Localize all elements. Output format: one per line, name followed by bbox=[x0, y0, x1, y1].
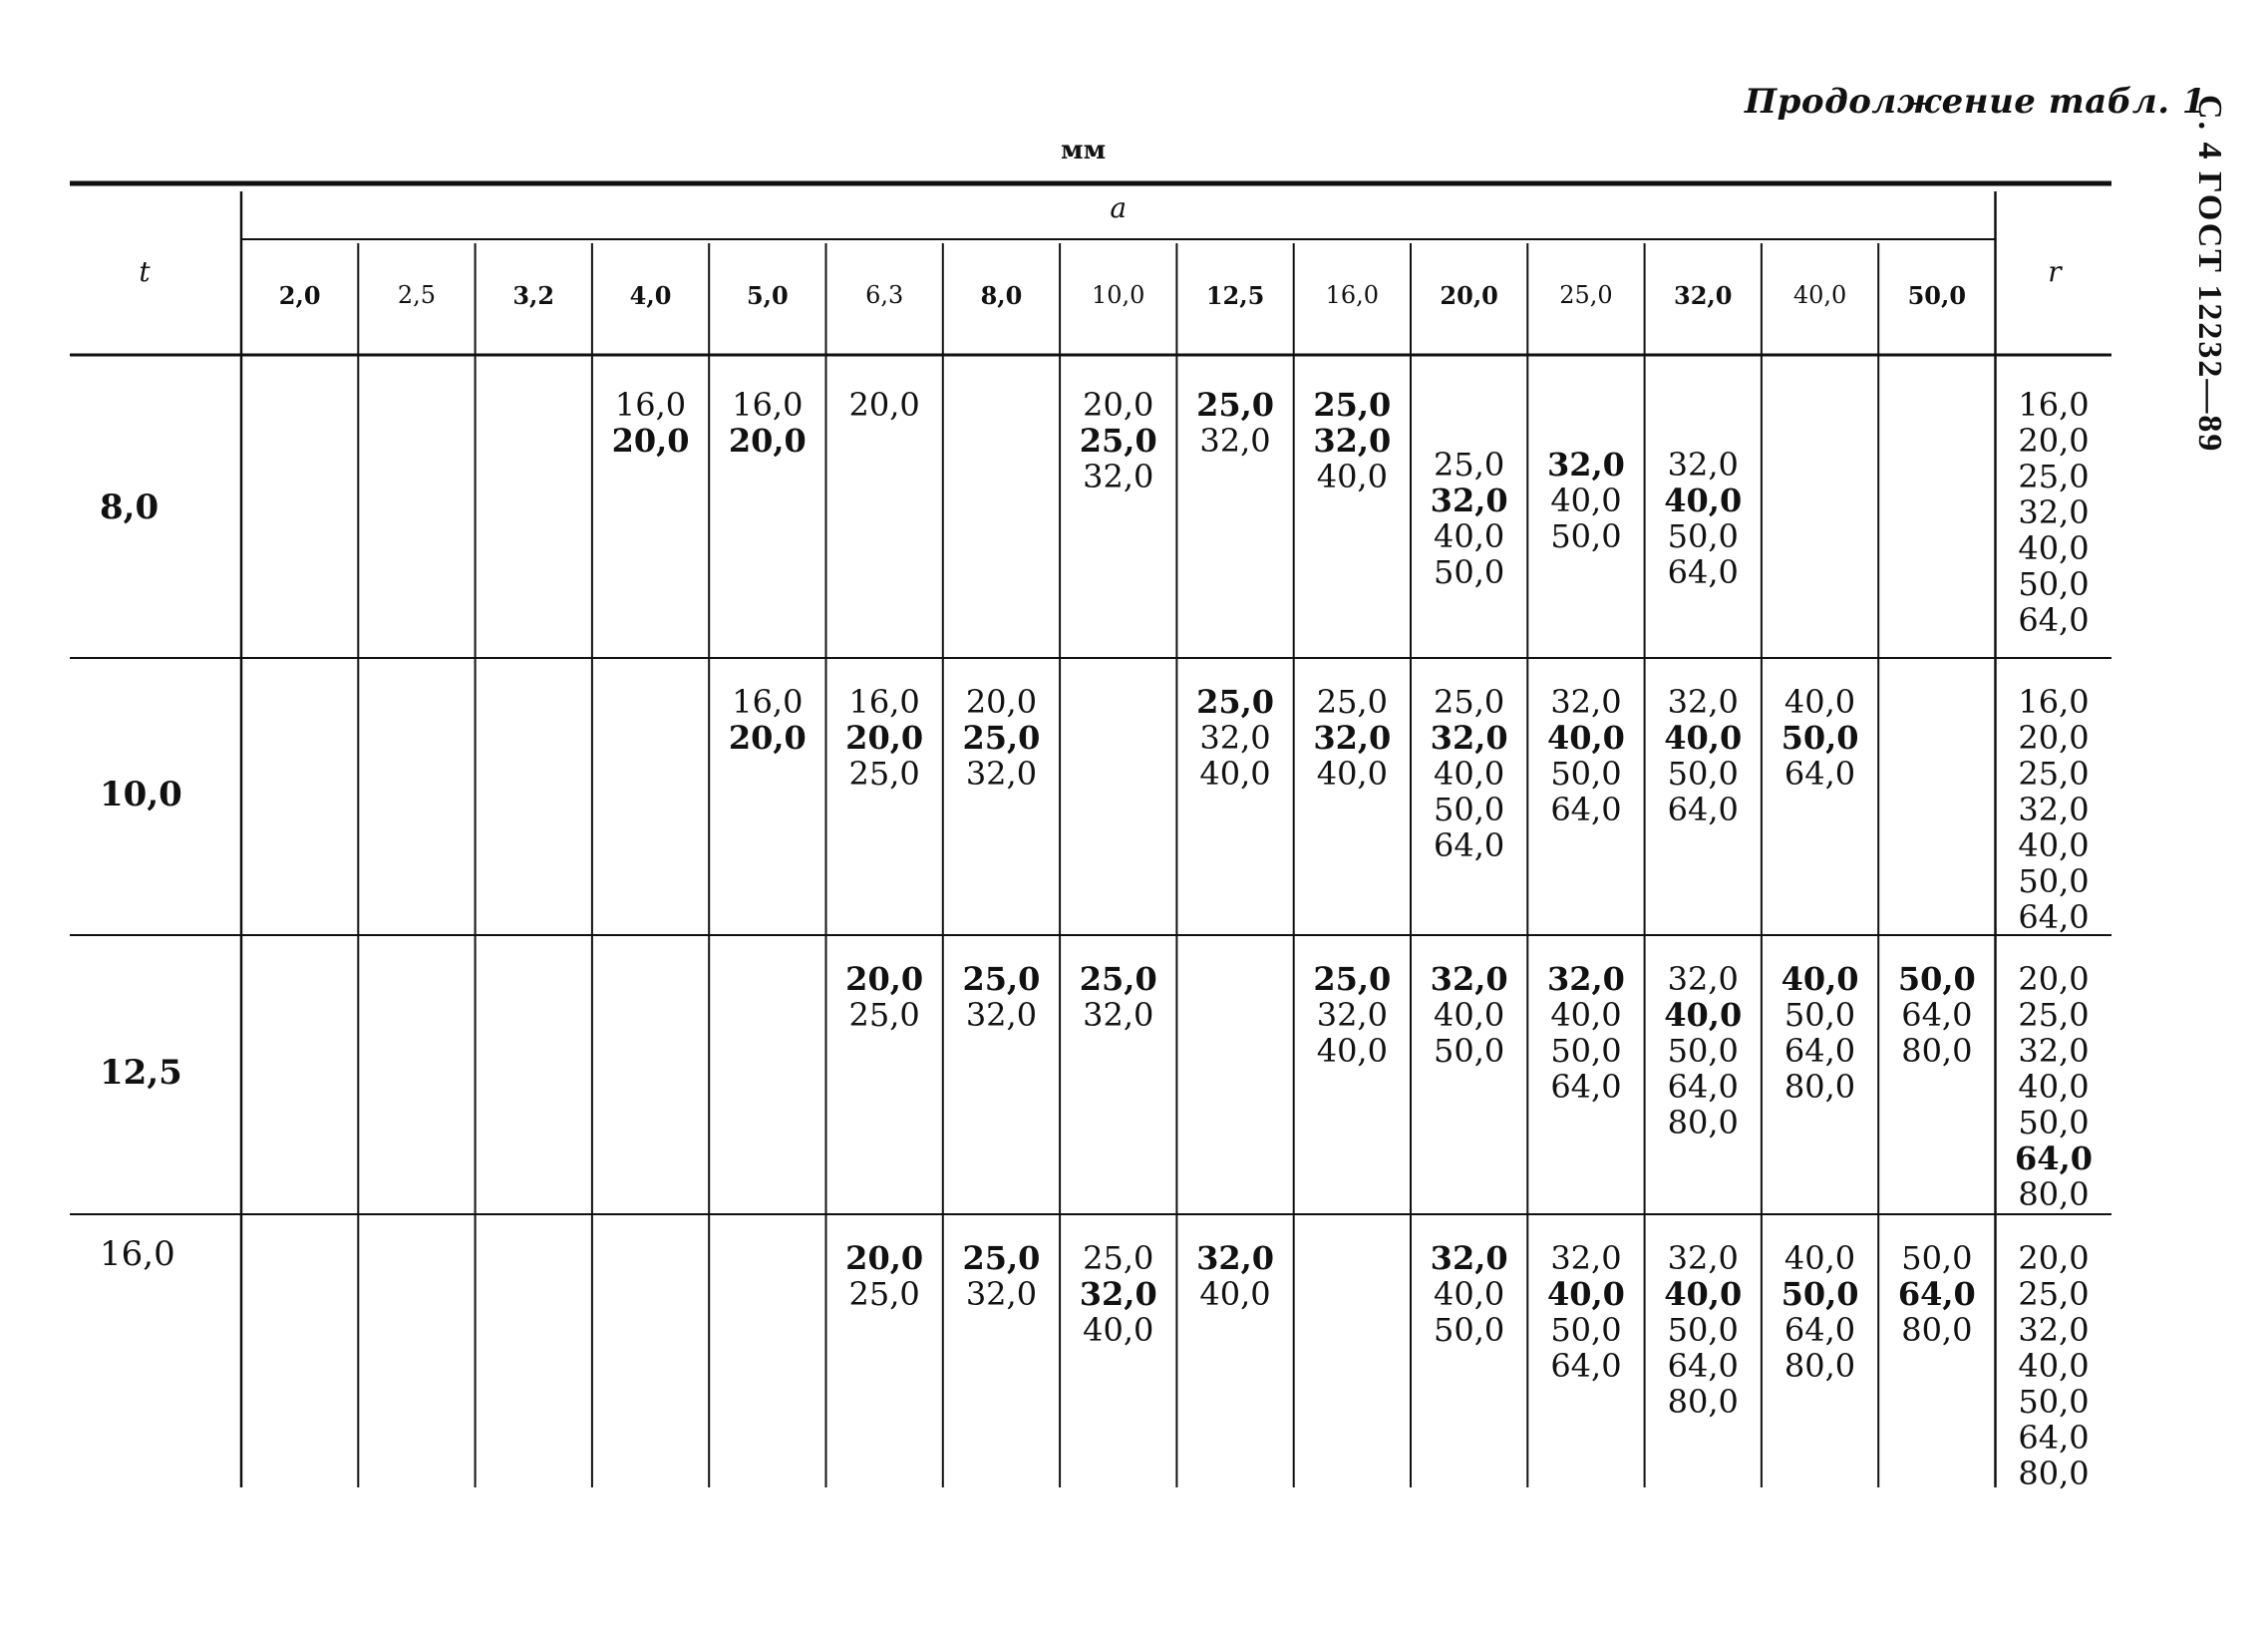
cell-value: 32,0 bbox=[1430, 482, 1508, 519]
column-header: 32,0 bbox=[1674, 281, 1733, 310]
cell-value: 20,0 bbox=[728, 719, 807, 757]
cell-value: 20,0 bbox=[728, 422, 807, 460]
cell-value: 32,0 bbox=[1083, 996, 1154, 1034]
table-cell bbox=[1645, 684, 1762, 827]
table-cell bbox=[1411, 684, 1527, 863]
cell-value: 80,0 bbox=[1783, 1068, 1856, 1106]
column-header: 10,0 bbox=[1092, 281, 1145, 309]
cell-value: 50,0 bbox=[1781, 719, 1859, 757]
row-t-value: 10,0 bbox=[100, 775, 182, 814]
r-value: 25,0 bbox=[2018, 996, 2090, 1034]
column-header: 3,2 bbox=[512, 281, 555, 310]
table-cell bbox=[1645, 961, 1762, 1140]
column-header: 5,0 bbox=[746, 281, 789, 310]
r-value: 50,0 bbox=[2018, 1104, 2090, 1141]
cell-value: 32,0 bbox=[1546, 446, 1625, 484]
column-header: 40,0 bbox=[1792, 281, 1847, 309]
r-value: 16,0 bbox=[2018, 386, 2090, 424]
cell-value: 32,0 bbox=[965, 996, 1038, 1034]
table-continuation-caption: Продолжение табл. 1 bbox=[1745, 82, 2207, 122]
r-value: 25,0 bbox=[2018, 755, 2090, 793]
cell-value: 40,0 bbox=[1083, 1311, 1154, 1349]
cell-value: 64,0 bbox=[1783, 755, 1856, 793]
row-t-value: 8,0 bbox=[100, 488, 160, 527]
cell-value: 50,0 bbox=[1550, 1311, 1622, 1349]
cell-value: 16,0 bbox=[848, 683, 920, 721]
column-group-label: a bbox=[1110, 191, 1128, 224]
cell-value: 64,0 bbox=[1550, 1068, 1622, 1106]
r-value: 40,0 bbox=[2018, 1347, 2090, 1385]
cell-value: 32,0 bbox=[1667, 960, 1739, 998]
cell-value: 50,0 bbox=[1667, 517, 1739, 555]
r-value: 64,0 bbox=[2018, 1419, 2090, 1457]
r-value: 64,0 bbox=[2018, 898, 2090, 936]
table-cell bbox=[1527, 447, 1644, 554]
cell-value: 50,0 bbox=[1434, 553, 1505, 591]
cell-value: 40,0 bbox=[1434, 517, 1505, 555]
cell-value: 80,0 bbox=[1901, 1032, 1973, 1070]
cell-value: 32,0 bbox=[1430, 719, 1508, 757]
cell-value: 32,0 bbox=[1550, 1239, 1622, 1277]
table-cell bbox=[943, 961, 1060, 1033]
cell-value: 16,0 bbox=[732, 386, 804, 424]
r-value: 64,0 bbox=[2018, 601, 2090, 639]
table-cell bbox=[1527, 1240, 1644, 1384]
table-cell bbox=[1878, 1240, 1995, 1348]
table-cell bbox=[1411, 1240, 1527, 1348]
table-cell bbox=[1527, 961, 1644, 1105]
table-cell bbox=[1645, 1240, 1762, 1420]
row-t-value: 16,0 bbox=[100, 1234, 175, 1274]
cell-value: 20,0 bbox=[845, 960, 924, 998]
cell-value: 25,0 bbox=[1079, 960, 1157, 998]
r-value: 20,0 bbox=[2018, 719, 2090, 757]
cell-value: 64,0 bbox=[1783, 1311, 1856, 1349]
cell-value: 50,0 bbox=[1667, 1311, 1739, 1349]
cell-value: 32,0 bbox=[965, 1275, 1038, 1313]
cell-value: 40,0 bbox=[1316, 755, 1388, 793]
r-value: 32,0 bbox=[2018, 791, 2090, 828]
cell-value: 32,0 bbox=[1196, 1239, 1274, 1277]
cell-value: 80,0 bbox=[1667, 1104, 1739, 1141]
cell-value: 32,0 bbox=[1083, 458, 1154, 495]
r-value: 64,0 bbox=[2015, 1139, 2093, 1177]
cell-value: 40,0 bbox=[1546, 1275, 1625, 1313]
cell-value: 64,0 bbox=[1901, 996, 1973, 1034]
cell-value: 40,0 bbox=[1434, 755, 1505, 793]
table-cell bbox=[1060, 961, 1176, 1033]
r-value: 20,0 bbox=[2018, 422, 2090, 460]
cell-value: 20,0 bbox=[1083, 386, 1154, 424]
cell-value: 40,0 bbox=[1316, 1032, 1388, 1070]
table-cell bbox=[1176, 684, 1293, 792]
table-cell bbox=[826, 961, 943, 1033]
table-cell bbox=[709, 387, 825, 459]
cell-value: 32,0 bbox=[1550, 683, 1622, 721]
row-t-value: 12,5 bbox=[100, 1053, 182, 1093]
r-value: 32,0 bbox=[2018, 493, 2090, 531]
cell-value: 25,0 bbox=[1434, 446, 1505, 484]
column-header: 8,0 bbox=[980, 281, 1023, 310]
page-id: С. 4 ГОСТ 12232—89 bbox=[2191, 95, 2228, 454]
table-cell bbox=[943, 1240, 1060, 1312]
table-cell bbox=[1411, 447, 1527, 590]
cell-value: 50,0 bbox=[1434, 1032, 1505, 1070]
cell-value: 20,0 bbox=[848, 386, 920, 424]
cell-value: 40,0 bbox=[1550, 482, 1622, 519]
cell-value: 40,0 bbox=[1783, 683, 1856, 721]
r-header-label: r bbox=[2048, 255, 2062, 288]
table-cell bbox=[1878, 961, 1995, 1069]
cell-value: 25,0 bbox=[848, 1275, 920, 1313]
cell-value: 80,0 bbox=[1667, 1383, 1739, 1421]
cell-value: 40,0 bbox=[1316, 458, 1388, 495]
r-value: 50,0 bbox=[2018, 1383, 2090, 1421]
cell-value: 50,0 bbox=[1550, 517, 1622, 555]
cell-value: 32,0 bbox=[965, 755, 1038, 793]
cell-value: 64,0 bbox=[1434, 826, 1505, 864]
cell-value: 64,0 bbox=[1550, 1347, 1622, 1385]
cell-value: 25,0 bbox=[848, 996, 920, 1034]
column-header: 2,0 bbox=[278, 281, 321, 310]
cell-value: 50,0 bbox=[1434, 791, 1505, 828]
cell-value: 40,0 bbox=[1664, 1275, 1743, 1313]
cell-value: 64,0 bbox=[1550, 791, 1622, 828]
cell-value: 40,0 bbox=[1199, 755, 1271, 793]
cell-value: 20,0 bbox=[965, 683, 1038, 721]
cell-value: 25,0 bbox=[1316, 683, 1388, 721]
cell-value: 32,0 bbox=[1199, 719, 1271, 757]
cell-value: 40,0 bbox=[1664, 482, 1743, 519]
table-cell bbox=[1762, 684, 1878, 792]
cell-value: 50,0 bbox=[1781, 1275, 1859, 1313]
cell-value: 40,0 bbox=[1781, 960, 1859, 998]
r-values-cell bbox=[1996, 1240, 2111, 1491]
table-cell bbox=[592, 387, 709, 459]
cell-value: 20,0 bbox=[845, 719, 924, 757]
r-value: 40,0 bbox=[2018, 826, 2090, 864]
cell-value: 32,0 bbox=[1313, 719, 1392, 757]
table-cell bbox=[1294, 387, 1411, 494]
cell-value: 25,0 bbox=[1313, 960, 1392, 998]
cell-value: 32,0 bbox=[1430, 960, 1508, 998]
table-cell bbox=[1060, 387, 1176, 494]
cell-value: 40,0 bbox=[1546, 719, 1625, 757]
cell-value: 40,0 bbox=[1434, 996, 1505, 1034]
cell-value: 32,0 bbox=[1546, 960, 1625, 998]
cell-value: 25,0 bbox=[1083, 1239, 1154, 1277]
cell-value: 50,0 bbox=[1550, 755, 1622, 793]
cell-value: 40,0 bbox=[1550, 996, 1622, 1034]
r-value: 16,0 bbox=[2018, 683, 2090, 721]
r-value: 50,0 bbox=[2018, 862, 2090, 900]
column-header: 2,5 bbox=[397, 281, 437, 309]
cell-value: 50,0 bbox=[1783, 996, 1856, 1034]
cell-value: 40,0 bbox=[1199, 1275, 1271, 1313]
column-header: 16,0 bbox=[1325, 281, 1380, 309]
table-cell bbox=[1294, 684, 1411, 792]
table-cell bbox=[1176, 387, 1293, 459]
cell-value: 32,0 bbox=[1316, 996, 1388, 1034]
cell-value: 80,0 bbox=[1901, 1311, 1973, 1349]
cell-value: 32,0 bbox=[1667, 446, 1739, 484]
r-values-cell bbox=[1996, 387, 2111, 638]
cell-value: 64,0 bbox=[1783, 1032, 1856, 1070]
cell-value: 50,0 bbox=[1667, 1032, 1739, 1070]
cell-value: 32,0 bbox=[1199, 422, 1271, 460]
cell-value: 32,0 bbox=[1079, 1275, 1157, 1313]
table-cell bbox=[1645, 447, 1762, 590]
r-value: 32,0 bbox=[2018, 1311, 2090, 1349]
r-value: 25,0 bbox=[2018, 458, 2090, 495]
cell-value: 25,0 bbox=[1079, 422, 1157, 460]
cell-value: 25,0 bbox=[1313, 386, 1392, 424]
table-cell bbox=[943, 684, 1060, 792]
r-value: 50,0 bbox=[2018, 565, 2090, 603]
cell-value: 50,0 bbox=[1434, 1311, 1505, 1349]
table-cell bbox=[1176, 1240, 1293, 1312]
cell-value: 32,0 bbox=[1667, 1239, 1739, 1277]
r-value: 25,0 bbox=[2018, 1275, 2090, 1313]
r-values-cell bbox=[1996, 961, 2111, 1212]
table-cell bbox=[826, 387, 943, 423]
table-cell bbox=[1060, 1240, 1176, 1348]
r-value: 20,0 bbox=[2018, 1239, 2090, 1277]
page-header-vertical bbox=[2178, 95, 2228, 523]
table-cell bbox=[1294, 961, 1411, 1069]
r-value: 20,0 bbox=[2018, 960, 2090, 998]
cell-value: 16,0 bbox=[614, 386, 687, 424]
cell-value: 32,0 bbox=[1430, 1239, 1508, 1277]
column-header: 6,3 bbox=[865, 281, 904, 309]
cell-value: 64,0 bbox=[1667, 1068, 1739, 1106]
cell-value: 16,0 bbox=[732, 683, 804, 721]
table-cell bbox=[1762, 961, 1878, 1105]
r-values-cell bbox=[1996, 684, 2111, 935]
column-header: 50,0 bbox=[1907, 281, 1967, 310]
cell-value: 20,0 bbox=[845, 1239, 924, 1277]
cell-value: 40,0 bbox=[1783, 1239, 1856, 1277]
cell-value: 40,0 bbox=[1434, 1275, 1505, 1313]
cell-value: 50,0 bbox=[1901, 1239, 1973, 1277]
column-header: 4,0 bbox=[629, 281, 672, 310]
table-cell bbox=[826, 684, 943, 792]
r-value: 32,0 bbox=[2018, 1032, 2090, 1070]
cell-value: 32,0 bbox=[1667, 683, 1739, 721]
column-header: 25,0 bbox=[1559, 281, 1613, 309]
column-header: 20,0 bbox=[1440, 281, 1498, 310]
cell-value: 25,0 bbox=[962, 719, 1041, 757]
table-cell bbox=[826, 1240, 943, 1312]
cell-value: 32,0 bbox=[1313, 422, 1392, 460]
cell-value: 25,0 bbox=[848, 755, 920, 793]
cell-value: 80,0 bbox=[1783, 1347, 1856, 1385]
units-label: мм bbox=[1061, 136, 1107, 165]
cell-value: 64,0 bbox=[1897, 1275, 1976, 1313]
cell-value: 64,0 bbox=[1667, 1347, 1739, 1385]
cell-value: 50,0 bbox=[1550, 1032, 1622, 1070]
cell-value: 64,0 bbox=[1667, 791, 1739, 828]
table-cell bbox=[1762, 1240, 1878, 1384]
cell-value: 25,0 bbox=[1196, 386, 1274, 424]
cell-value: 40,0 bbox=[1664, 719, 1743, 757]
r-value: 80,0 bbox=[2018, 1175, 2090, 1213]
cell-value: 64,0 bbox=[1667, 553, 1739, 591]
cell-value: 25,0 bbox=[962, 1239, 1041, 1277]
cell-value: 40,0 bbox=[1664, 996, 1743, 1034]
table-cell bbox=[1411, 961, 1527, 1069]
cell-value: 25,0 bbox=[1196, 683, 1274, 721]
r-value: 80,0 bbox=[2018, 1455, 2090, 1492]
cell-value: 50,0 bbox=[1897, 960, 1976, 998]
table-cell bbox=[1527, 684, 1644, 827]
cell-value: 25,0 bbox=[962, 960, 1041, 998]
table-cell bbox=[709, 684, 825, 756]
row-header-label: t bbox=[139, 255, 151, 288]
r-value: 40,0 bbox=[2018, 529, 2090, 567]
cell-value: 20,0 bbox=[611, 422, 690, 460]
cell-value: 50,0 bbox=[1667, 755, 1739, 793]
cell-value: 25,0 bbox=[1434, 683, 1505, 721]
r-value: 40,0 bbox=[2018, 1068, 2090, 1106]
column-header: 12,5 bbox=[1205, 281, 1265, 310]
